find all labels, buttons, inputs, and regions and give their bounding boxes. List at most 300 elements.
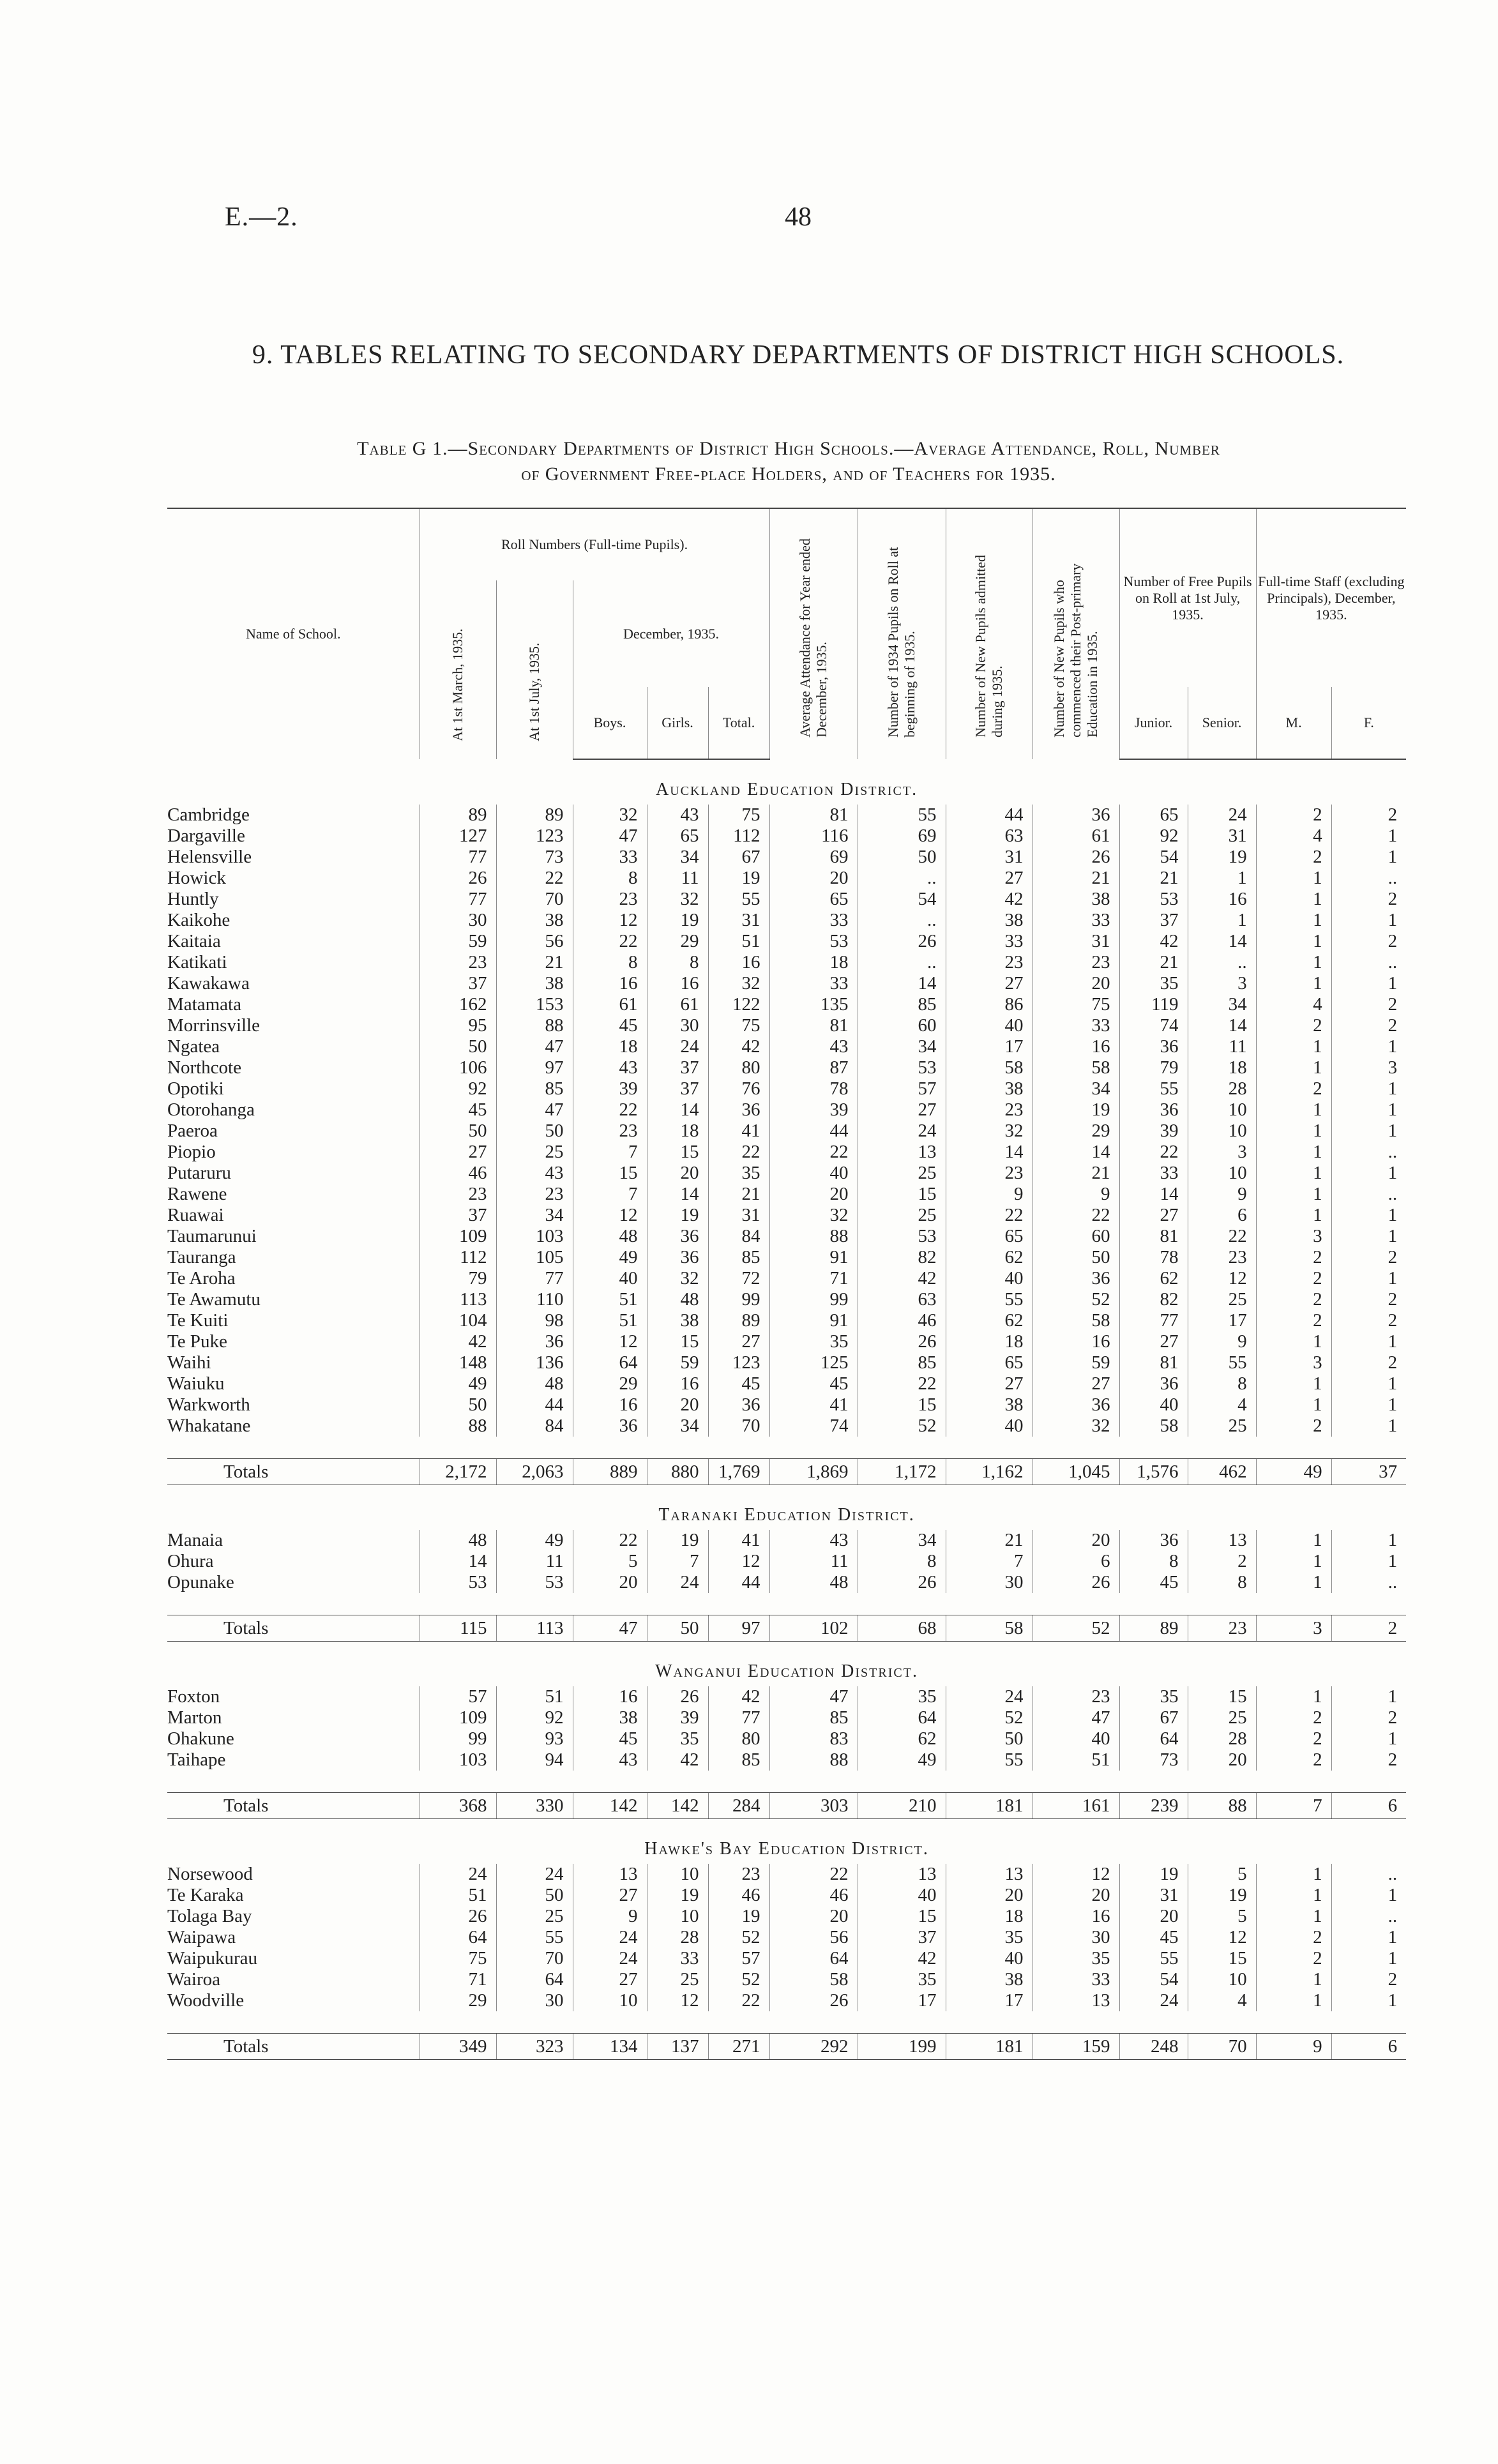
table-cell: 1 [1256,1331,1331,1352]
table-cell: 51 [573,1310,647,1331]
table-cell: 99 [708,1289,769,1310]
table-cell: 26 [769,1990,858,2011]
table-cell: 35 [1119,1686,1188,1707]
table-cell: 38 [496,973,573,994]
table-cell: 78 [769,1078,858,1100]
table-cell: 23 [1188,1247,1256,1268]
table-cell: 48 [496,1373,573,1395]
school-name: Kaikohe [167,910,231,930]
table-cell: 2 [1256,1247,1331,1268]
table-cell: 14 [858,973,946,994]
table-cell: 44 [708,1572,769,1593]
table-cell: 26 [858,1331,946,1352]
table-cell: 89 [420,805,496,826]
table-cell: 23 [420,952,496,973]
school-name-cell [167,1707,420,1728]
table-cell: 4 [1188,1395,1256,1416]
table-cell: 7 [946,1551,1033,1572]
table-cell: 135 [769,994,858,1015]
table-cell: 44 [769,1121,858,1142]
table-cell: 37 [1119,910,1188,931]
spacer-row [167,2011,1406,2034]
header-roll-july: At 1st July, 1935. [526,642,542,741]
table-cell: 42 [647,1750,708,1771]
school-name-cell [167,1948,420,1969]
table-cell: 34 [858,1530,946,1551]
table-cell: 27 [573,1969,647,1990]
table-cell: 112 [708,826,769,847]
school-name-cell [167,1990,420,2011]
table-cell: 70 [496,1948,573,1969]
table-cell: 7 [647,1551,708,1572]
table-cell: 23 [1033,952,1119,973]
table-cell: 22 [769,1142,858,1163]
table-cell: 98 [496,1310,573,1331]
table-cell: 10 [1188,1163,1256,1184]
table-cell: 10 [1188,1100,1256,1121]
table-cell: .. [1331,1906,1406,1927]
table-cell: 26 [420,1906,496,1927]
table-cell: 16 [1033,1331,1119,1352]
table-cell: .. [1331,1184,1406,1205]
totals-cell: 271 [708,2034,769,2060]
table-cell: 1 [1331,1948,1406,1969]
totals-label: Totals [167,1793,420,1819]
header-total: Total. [708,687,769,759]
table-cell: 17 [1188,1310,1256,1331]
table-cell: 17 [858,1990,946,2011]
header-staff-m: M. [1256,687,1331,759]
table-cell: 8 [573,868,647,889]
table-cell: 14 [946,1142,1033,1163]
table-cell: 3 [1188,1142,1256,1163]
table-cell: 15 [1188,1948,1256,1969]
table-row [167,1205,1406,1226]
table-cell: 1 [1256,868,1331,889]
table-cell: 43 [573,1750,647,1771]
table-cell: 64 [573,1352,647,1373]
table-cell: 50 [496,1121,573,1142]
school-name: Howick [167,868,226,888]
table-cell: 46 [708,1885,769,1906]
school-name-cell [167,805,420,826]
school-name-cell [167,1906,420,1927]
table-cell: 83 [769,1728,858,1750]
table-cell: 50 [420,1395,496,1416]
totals-cell: 181 [946,1793,1033,1819]
table-cell: 31 [1119,1885,1188,1906]
table-cell: 79 [1119,1057,1188,1078]
table-cell: 45 [420,1100,496,1121]
table-cell: 64 [496,1969,573,1990]
school-name: Opotiki [167,1078,224,1099]
table-cell: 113 [420,1289,496,1310]
school-name: Cambridge [167,805,250,825]
header-staff-f: F. [1331,687,1406,759]
table-cell: 22 [1119,1142,1188,1163]
table-cell: 87 [769,1057,858,1078]
table-cell: 13 [573,1864,647,1885]
school-name: Morrinsville [167,1015,260,1036]
table-cell: 22 [708,1142,769,1163]
table-cell: 30 [647,1015,708,1036]
table-cell: 28 [1188,1728,1256,1750]
spacer-cell [167,2011,1406,2034]
school-name: Tauranga [167,1247,236,1267]
table-cell: 49 [858,1750,946,1771]
table-cell: 55 [496,1927,573,1948]
table-cell: 10 [647,1864,708,1885]
totals-cell: 52 [1033,1615,1119,1642]
totals-label: Totals [167,1459,420,1485]
table-cell: 35 [946,1927,1033,1948]
school-name: Te Puke [167,1331,227,1352]
table-cell: 7 [573,1142,647,1163]
school-name: Northcote [167,1057,241,1078]
table-cell: 85 [708,1750,769,1771]
table-cell: 12 [573,1205,647,1226]
table-cell: 2 [1256,1707,1331,1728]
table-cell: 27 [1119,1331,1188,1352]
table-cell: 19 [647,910,708,931]
table-cell: 127 [420,826,496,847]
table-cell: 27 [946,1373,1033,1395]
table-cell: 16 [573,1686,647,1707]
table-cell: 122 [708,994,769,1015]
table-cell: 37 [647,1057,708,1078]
table-cell: 77 [420,847,496,868]
table-cell: 54 [1119,1969,1188,1990]
table-cell: 1 [1256,1163,1331,1184]
table-cell: 60 [1033,1226,1119,1247]
table-cell: .. [1331,868,1406,889]
table-row [167,1927,1406,1948]
table-cell: 8 [858,1551,946,1572]
table-row [167,889,1406,910]
table-cell: 15 [858,1395,946,1416]
spacer-row [167,1437,1406,1459]
table-cell: 35 [769,1331,858,1352]
totals-cell: 97 [708,1615,769,1642]
table-cell: 31 [946,847,1033,868]
table-cell: 34 [1033,1078,1119,1100]
table-cell: 153 [496,994,573,1015]
table-cell: 1 [1256,1885,1331,1906]
table-cell: 39 [769,1100,858,1121]
table-cell: 36 [1033,805,1119,826]
table-cell: 38 [946,1078,1033,1100]
table-cell: 46 [420,1163,496,1184]
table-cell: 58 [1119,1416,1188,1437]
table-cell: 29 [647,931,708,952]
school-name: Te Aroha [167,1268,236,1289]
table-cell: 26 [858,931,946,952]
table-cell: 52 [708,1969,769,1990]
totals-cell: 70 [1188,2034,1256,2060]
table-cell: 23 [573,889,647,910]
totals-cell: 89 [1119,1615,1188,1642]
table-cell: 33 [1119,1163,1188,1184]
table-cell: 1 [1188,910,1256,931]
table-cell: 62 [1119,1268,1188,1289]
table-cell: 50 [946,1728,1033,1750]
table-cell: 88 [769,1750,858,1771]
table-cell: 55 [1119,1078,1188,1100]
table-cell: 36 [573,1416,647,1437]
school-name-cell [167,973,420,994]
school-name: Foxton [167,1686,220,1707]
table-cell: 40 [946,1268,1033,1289]
table-cell: 75 [1033,994,1119,1015]
totals-cell: 47 [573,1615,647,1642]
district-heading-row [167,1642,1406,1687]
table-cell: 52 [1033,1289,1119,1310]
table-cell: 88 [496,1015,573,1036]
table-cell: 1 [1331,1885,1406,1906]
table-cell: 81 [1119,1226,1188,1247]
table-cell: 64 [769,1948,858,1969]
table-cell: 106 [420,1057,496,1078]
table-cell: 22 [573,1100,647,1121]
table-cell: 72 [708,1268,769,1289]
table-cell: 112 [420,1247,496,1268]
table-cell: 1 [1256,1142,1331,1163]
totals-row [167,1459,1406,1485]
table-row [167,1352,1406,1373]
table-cell: 38 [946,1969,1033,1990]
table-cell: 91 [769,1247,858,1268]
table-cell: 57 [708,1948,769,1969]
table-cell: 33 [946,931,1033,952]
table-cell: 31 [1188,826,1256,847]
table-cell: 21 [496,952,573,973]
school-name-cell [167,1247,420,1268]
table-cell: 14 [420,1551,496,1572]
table-cell: 42 [858,1948,946,1969]
table-cell: 36 [1119,1100,1188,1121]
table-cell: 27 [1033,1373,1119,1395]
table-cell: 48 [420,1530,496,1551]
table-cell: 63 [946,826,1033,847]
table-cell: 23 [708,1864,769,1885]
table-cell: 20 [946,1885,1033,1906]
caption-line-2: of Government Free-place Holders, and of Teachers for 1935. [521,464,1056,485]
table-row [167,1036,1406,1057]
table-cell: 8 [647,952,708,973]
school-name-cell [167,1331,420,1352]
table-row [167,910,1406,931]
school-name: Huntly [167,889,219,909]
table-row [167,1247,1406,1268]
totals-cell: 102 [769,1615,858,1642]
table-cell: 8 [1188,1572,1256,1593]
table-cell: 46 [858,1310,946,1331]
table-row [167,973,1406,994]
table-row [167,805,1406,826]
table-cell: 109 [420,1226,496,1247]
table-cell: 1 [1256,1395,1331,1416]
table-cell: 84 [496,1416,573,1437]
school-name-cell [167,868,420,889]
header-roll-march: At 1st March, 1935. [450,628,465,741]
school-name-cell [167,1686,420,1707]
table-cell: 27 [858,1100,946,1121]
table-cell: 35 [1033,1948,1119,1969]
table-cell: 61 [1033,826,1119,847]
table-row [167,1990,1406,2011]
school-name-cell [167,1927,420,1948]
totals-cell: 284 [708,1793,769,1819]
totals-cell: 50 [647,1615,708,1642]
district-heading: Hawke's Bay Education District. [644,1838,929,1859]
table-cell: 29 [1033,1121,1119,1142]
school-name-cell [167,1100,420,1121]
table-cell: 43 [647,805,708,826]
table-cell: 2 [1331,889,1406,910]
table-cell: 50 [420,1036,496,1057]
table-cell: 85 [769,1707,858,1728]
table-cell: 78 [1119,1247,1188,1268]
table-cell: 22 [573,931,647,952]
table-cell: 37 [420,973,496,994]
table-cell: 8 [573,952,647,973]
table-cell: 16 [1033,1036,1119,1057]
school-name: Manaia [167,1530,223,1550]
totals-cell: 161 [1033,1793,1119,1819]
table-cell: 1 [1331,1373,1406,1395]
header-full-time-staff: Full-time Staff (excluding Principals), December, 1935. [1256,508,1406,687]
table-cell: 89 [496,805,573,826]
table-cell: 31 [708,1205,769,1226]
table-cell: 20 [769,1906,858,1927]
totals-row [167,1793,1406,1819]
table-cell: 1 [1331,1686,1406,1707]
table-cell: 79 [420,1268,496,1289]
table-cell: 53 [858,1057,946,1078]
school-name-cell [167,1750,420,1771]
table-cell: 21 [946,1530,1033,1551]
statistics-table [167,508,1406,2060]
table-row [167,1184,1406,1205]
table-cell: 51 [1033,1750,1119,1771]
table-cell: 2 [1256,1750,1331,1771]
table-row [167,1057,1406,1078]
totals-label: Totals [167,2034,420,2060]
school-name: Piopio [167,1142,216,1162]
school-name-cell [167,1163,420,1184]
table-cell: 25 [647,1969,708,1990]
table-cell: 9 [1188,1184,1256,1205]
table-cell: 1 [1256,889,1331,910]
table-cell: 2 [1331,805,1406,826]
school-name-cell [167,1205,420,1226]
table-cell: 36 [647,1247,708,1268]
table-cell: 18 [946,1906,1033,1927]
totals-cell: 142 [647,1793,708,1819]
school-name-cell [167,931,420,952]
table-cell: 1 [1256,1057,1331,1078]
table-row [167,1707,1406,1728]
table-cell: 18 [946,1331,1033,1352]
table-cell: 2 [1256,1289,1331,1310]
table-cell: 1 [1331,1100,1406,1121]
header-boys: Boys. [573,687,647,759]
table-cell: 24 [1119,1990,1188,2011]
table-cell: 14 [1188,931,1256,952]
table-cell: 20 [647,1163,708,1184]
table-cell: 84 [708,1226,769,1247]
table-cell: 64 [1119,1728,1188,1750]
table-cell: 75 [708,1015,769,1036]
table-cell: 9 [1188,1331,1256,1352]
table-cell: 53 [769,931,858,952]
table-cell: 81 [769,805,858,826]
table-cell: 71 [420,1969,496,1990]
school-name: Kaitaia [167,931,221,951]
table-cell: .. [858,952,946,973]
table-cell: 16 [708,952,769,973]
table-cell: 8 [1119,1551,1188,1572]
table-row [167,1906,1406,1927]
totals-cell: 292 [769,2034,858,2060]
table-cell: 16 [573,1395,647,1416]
table-cell: 44 [946,805,1033,826]
table-cell: 67 [1119,1707,1188,1728]
school-name-cell [167,1289,420,1310]
totals-cell: 68 [858,1615,946,1642]
table-cell: 1 [1331,826,1406,847]
table-cell: 20 [1119,1906,1188,1927]
table-cell: 85 [496,1078,573,1100]
table-cell: 81 [769,1015,858,1036]
table-cell: 58 [1033,1310,1119,1331]
table-cell: 27 [420,1142,496,1163]
totals-cell: 142 [573,1793,647,1819]
table-cell: 1 [1331,1331,1406,1352]
table-cell: 20 [769,1184,858,1205]
table-cell: 28 [1188,1078,1256,1100]
table-cell: 12 [708,1551,769,1572]
totals-row [167,2034,1406,2060]
table-cell: 15 [1188,1686,1256,1707]
table-cell: 22 [946,1205,1033,1226]
school-name: Whakatane [167,1416,251,1436]
table-cell: 42 [708,1686,769,1707]
table-cell: 42 [858,1268,946,1289]
table-cell: 18 [573,1036,647,1057]
table-cell: 59 [647,1352,708,1373]
table-cell: 33 [1033,1969,1119,1990]
school-name-cell [167,1969,420,1990]
table-cell: 30 [496,1990,573,2011]
table-cell: 2 [1331,1289,1406,1310]
table-cell: 56 [496,931,573,952]
table-cell: 19 [647,1530,708,1551]
table-cell: 2 [1256,1728,1331,1750]
table-cell: 39 [647,1707,708,1728]
school-name: Waiuku [167,1373,225,1394]
table-row [167,1268,1406,1289]
table-cell: 70 [496,889,573,910]
district-heading-row [167,1485,1406,1531]
table-cell: 36 [1119,1373,1188,1395]
table-cell: 16 [1188,889,1256,910]
school-name: Helensville [167,847,252,867]
table-cell: 31 [1033,931,1119,952]
table-cell: 10 [1188,1121,1256,1142]
table-cell: 21 [1119,868,1188,889]
table-cell: 12 [647,1990,708,2011]
